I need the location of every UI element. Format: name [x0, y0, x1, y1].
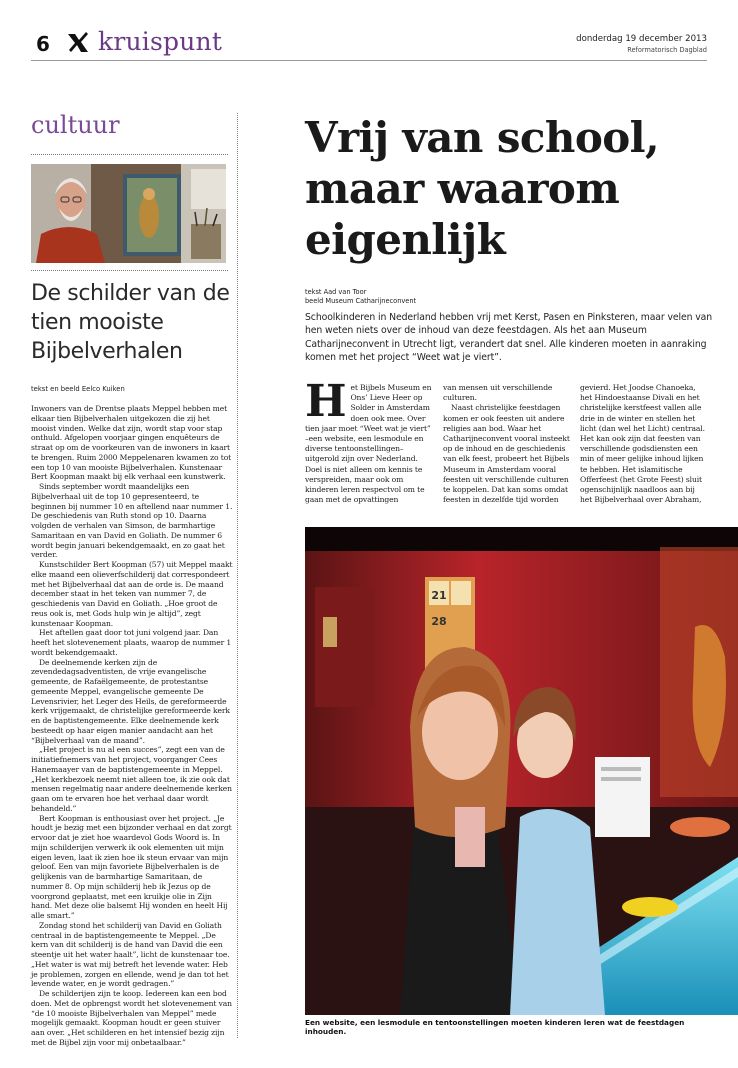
header-divider: [31, 60, 707, 61]
paragraph: Kunstschilder Bert Koopman (57) uit Meppel maakt elke maand een olieverfschilderij dat correspondeert met het Bijbelverhaal dat aan de orde is. De maand december staat in het teken van nummer 7, de geschiedenis van David en Goliath. „Hoe groot de reus ook is, met Gods hulp win je altijd”, zegt kunstenaar Koopman.: [31, 560, 233, 628]
paragraph: Het aftellen gaat door tot juni volgend jaar. Dan heeft het slotevenement plaats, waarop de nummer 1 wordt bekendgemaakt.: [31, 628, 232, 657]
article-intro: Schoolkinderen in Nederland hebben vrij met Kerst, Pasen en Pinksteren, maar velen van hen weten niets over de inhoud van deze feestdagen. Als het aan Museum Catharijneconvent in Utrecht ligt, verandert dat snel. Alle kinderen moeten in aanraking komen met het project “Weet wat je viert”.: [305, 312, 713, 363]
rubric-title: cultuur: [31, 111, 120, 139]
article-headline: De schilder van de tien mooiste Bijbelverhalen: [31, 281, 230, 364]
newspaper-name: Reformatorisch Dagblad: [627, 46, 707, 54]
text-credit: tekst Aad van Toor: [305, 288, 367, 296]
paragraph: Inwoners van de Drentse plaats Meppel hebben met elkaar tien Bijbelverhalen uitgekozen die zij het mooist vinden. Welke dat zijn, wordt stap voor stap onthuld. Afgelopen voorjaar gingen enquêteurs de straat op om de voorkeuren van de inwoners in kaart te brengen. Ruim 2000 Meppelenaren kwamen zo tot een top 10 van mooiste Bijbelverhalen. Kunstenaar Bert Koopman maakt bij elk verhaal een kunstwerk.: [31, 404, 232, 482]
painter-photo: [31, 164, 226, 263]
paragraph: Sinds september wordt maandelijks een Bijbelverhaal uit de top 10 gepresenteerd, te beginnen bij nummer 10 en aftellend naar nummer 1. De geschiedenis van Ruth stond op 10. Daarna volgden de verhalen van Simson, de barmhartige Samaritaan en van David en Goliath. De nummer 6 wordt begin januari bekendgemaakt, en zo gaat het verder.: [31, 482, 233, 560]
drop-cap: H: [305, 376, 347, 427]
paragraph: „Het project is nu al een succes”, zegt een van de initiatiefnemers van het project, voorganger Cees Hanemaayer van de baptistengemeente in Meppel. „Het kerkbezoek neemt niet alleen toe, ik zie ook dat mensen regelmatig naar andere deelnemende kerken gaan om te ervaren hoe het verhaal daar wordt behandeld.”: [31, 745, 232, 813]
section-title: kruispunt: [98, 27, 223, 56]
museum-children-photo: [305, 527, 738, 1015]
column-divider: [237, 113, 238, 1038]
main-headline: Vrij van school, maar waarom eigenlijk: [305, 113, 660, 264]
paragraph: Naast christelijke feestdagen komen er ook feesten uit andere religies aan bod. Waar het Catharijneconvent vooral insteekt op de inhoud en de geschiedenis van elk feest, probeert het Bijbels Museum in Amsterdam vooral feesten uit verschillende culturen te koppelen. Dat kan soms omdat feesten in dezelfde tijd worden: [443, 403, 570, 505]
byline: tekst en beeld Eelco Kuiken: [31, 385, 125, 393]
issue-date: donderdag 19 december 2013: [576, 34, 707, 44]
page-number: 6: [36, 32, 50, 56]
dotted-divider: [31, 154, 228, 155]
calendar-number: 21: [431, 589, 447, 602]
dotted-divider: [31, 270, 228, 271]
paragraph: De schilderijen zijn te koop. Iedereen kan een bod doen. Met de opbrengst wordt het slotevenement van “de 10 mooiste Bijbelverhalen van Meppel” mede mogelijk gemaakt. Koopman houdt er geen stuiver aan over. „Het schilderen en het intensief bezig zijn met de Bijbel zijn voor mij onbetaalbaar.”: [31, 989, 232, 1047]
body-column-1: [305, 376, 433, 505]
paragraph: Zondag stond het schilderij van David en Goliath centraal in de baptistengemeente te Meppel. „De kern van dit schilderij is de hand van David die een steentje uit het water haalt”, licht de kunstenaar toe. „Het water is wat mij betreft het levende water. Heb je problemen, zorgen en ellende, wend je dan tot het levende water, en je wordt gedragen.”: [31, 920, 230, 989]
paragraph: Bert Koopman is enthousiast over het project. „Je houdt je bezig met een bijzonder verhaal en dat zorgt ervoor dat je ziet hoe waardevol Gods Woord is. In mijn schilderijen verwerk ik ook elementen uit mijn eigen leven, laat ik zien hoe ik steun ervaar van mijn geloof. Een van mijn favoriete Bijbelverhalen is de gelijkenis van de barmhartige Samaritaan, de nummer 8. Op mijn schilderij heb ik Jezus op de voorgrond geplaatst, met een kruikje olie in Zijn hand. Met deze olie balsemt Hij wonden en heelt Hij alle smart.”: [31, 813, 232, 920]
body-column-2: [443, 383, 571, 505]
calendar-number: 28: [431, 615, 447, 628]
paragraph: De deelnemende kerken zijn de zevendedagsadventisten, de vrije evangelische gemeente, de Rafaëlgemeente, de protestantse gemeente Meppel, evangelische gemeente De Levensrivier, het Leger des Heils, de gereformeerde kerk vrijgemaakt, de christelijke gereformeerde kerk en de baptistengemeente. Elke deelnemende kerk besteedt op haar eigen manier aandacht aan het “Bijbelverhaal van de maand”.: [31, 657, 230, 745]
photo-caption: Een website, een lesmodule en tentoonstellingen moeten kinderen leren wat de feestdagen inhouden.: [305, 1018, 685, 1036]
paragraph: van mensen uit verschillende culturen.: [443, 383, 553, 403]
photo-credit: beeld Museum Catharijneconvent: [305, 297, 417, 305]
paragraph: gevierd. Het Joodse Chanoeka, het Hindoestaanse Divali en het christelijke kerstfeest vallen alle drie in de winter en stellen het licht (dan wel het Licht) centraal. Het kan ook zijn dat feesten van verschillende godsdiensten een min of meer gelijke inhoud lijken te hebben. Het islamitische Offerfeest (het Grote Feest) sluit ogenschijnlijk naadloos aan bij het Bijbelverhaal over Abraham,: [580, 383, 705, 505]
body-column-3: [580, 383, 708, 505]
paragraph: et Bijbels Museum en Ons’ Lieve Heer op Solder in Amsterdam doen ook mee. Over tien jaar moet “Weet wat je viert” –een website, een lesmodule en diverse tentoonstellingen– uitgerold zijn over Nederland. Doel is niet alleen om kennis te verspreiden, maar ook om kinderen leren respectvol om te gaan met de opvattingen: [305, 383, 432, 505]
article-body: [31, 404, 233, 1048]
arrow-mark-icon: [66, 30, 90, 54]
